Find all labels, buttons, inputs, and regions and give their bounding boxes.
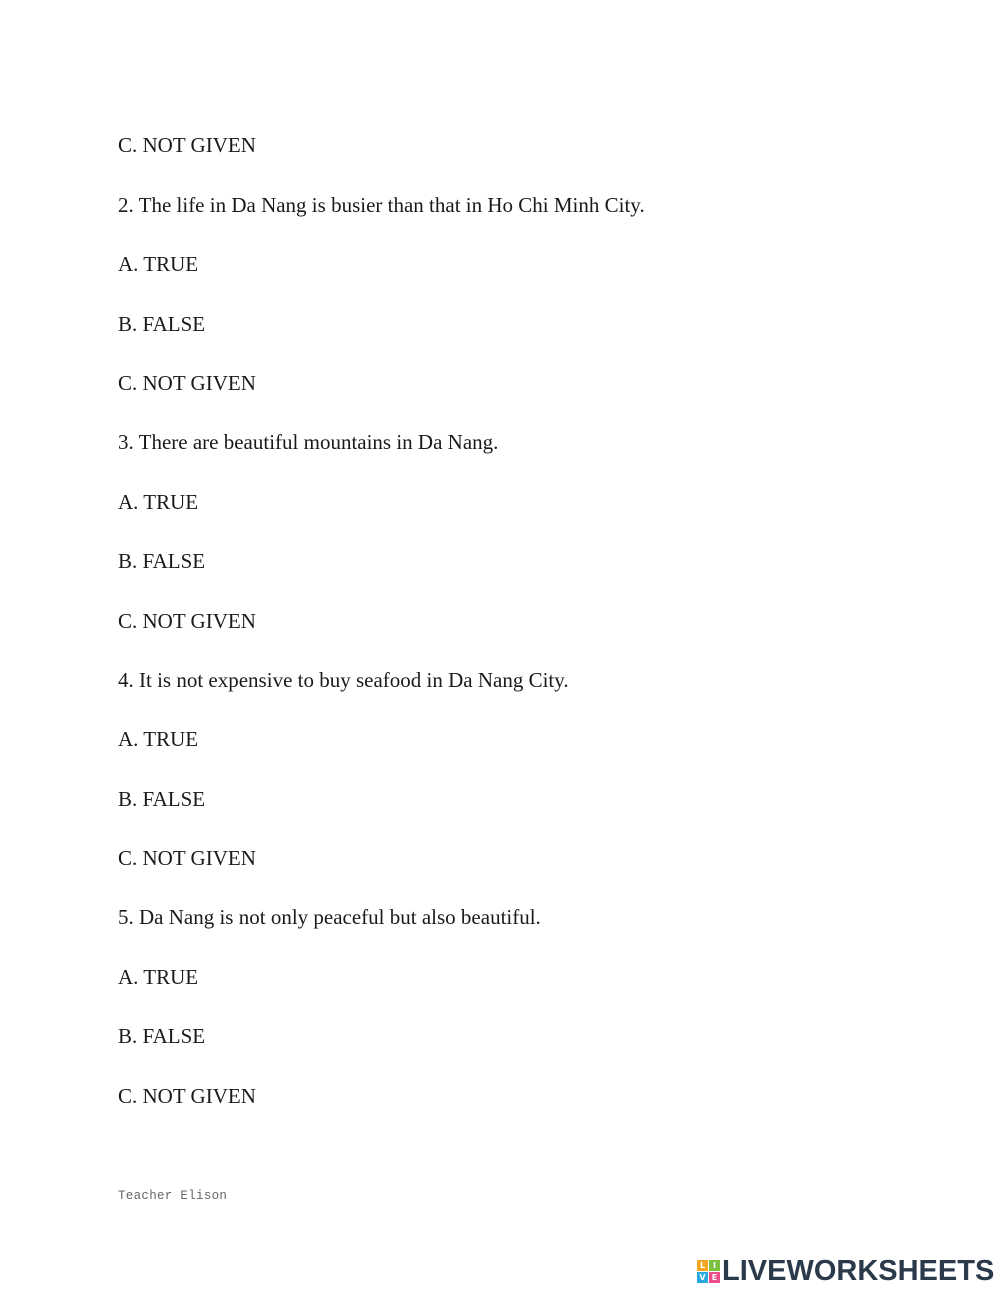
teacher-name: Teacher Elison xyxy=(118,1189,228,1203)
option-5-a: A. TRUE xyxy=(118,965,199,989)
option-2-b: B. FALSE xyxy=(118,312,206,336)
liveworksheets-logo-icon: L I V E xyxy=(697,1260,720,1283)
question-2: 2. The life in Da Nang is busier than that in Ho Chi Minh City. xyxy=(118,193,645,217)
question-3: 3. There are beautiful mountains in Da Nang. xyxy=(118,430,499,454)
option-4-a: A. TRUE xyxy=(118,727,199,751)
option-1-c: C. NOT GIVEN xyxy=(118,133,256,157)
option-5-b: B. FALSE xyxy=(118,1024,206,1048)
liveworksheets-brand xyxy=(697,1253,994,1289)
option-2-a: A. TRUE xyxy=(118,252,199,276)
question-4: 4. It is not expensive to buy seafood in Da Nang City. xyxy=(118,668,569,692)
option-5-c: C. NOT GIVEN xyxy=(118,1084,256,1108)
option-2-c: C. NOT GIVEN xyxy=(118,371,256,395)
option-4-b: B. FALSE xyxy=(118,787,206,811)
option-3-a: A. TRUE xyxy=(118,490,199,514)
option-3-c: C. NOT GIVEN xyxy=(118,609,256,633)
brand-name: LIVEWORKSHEETS xyxy=(722,1255,995,1287)
option-4-c: C. NOT GIVEN xyxy=(118,846,256,870)
question-5: 5. Da Nang is not only peaceful but also beautiful. xyxy=(118,905,541,929)
option-3-b: B. FALSE xyxy=(118,549,206,573)
